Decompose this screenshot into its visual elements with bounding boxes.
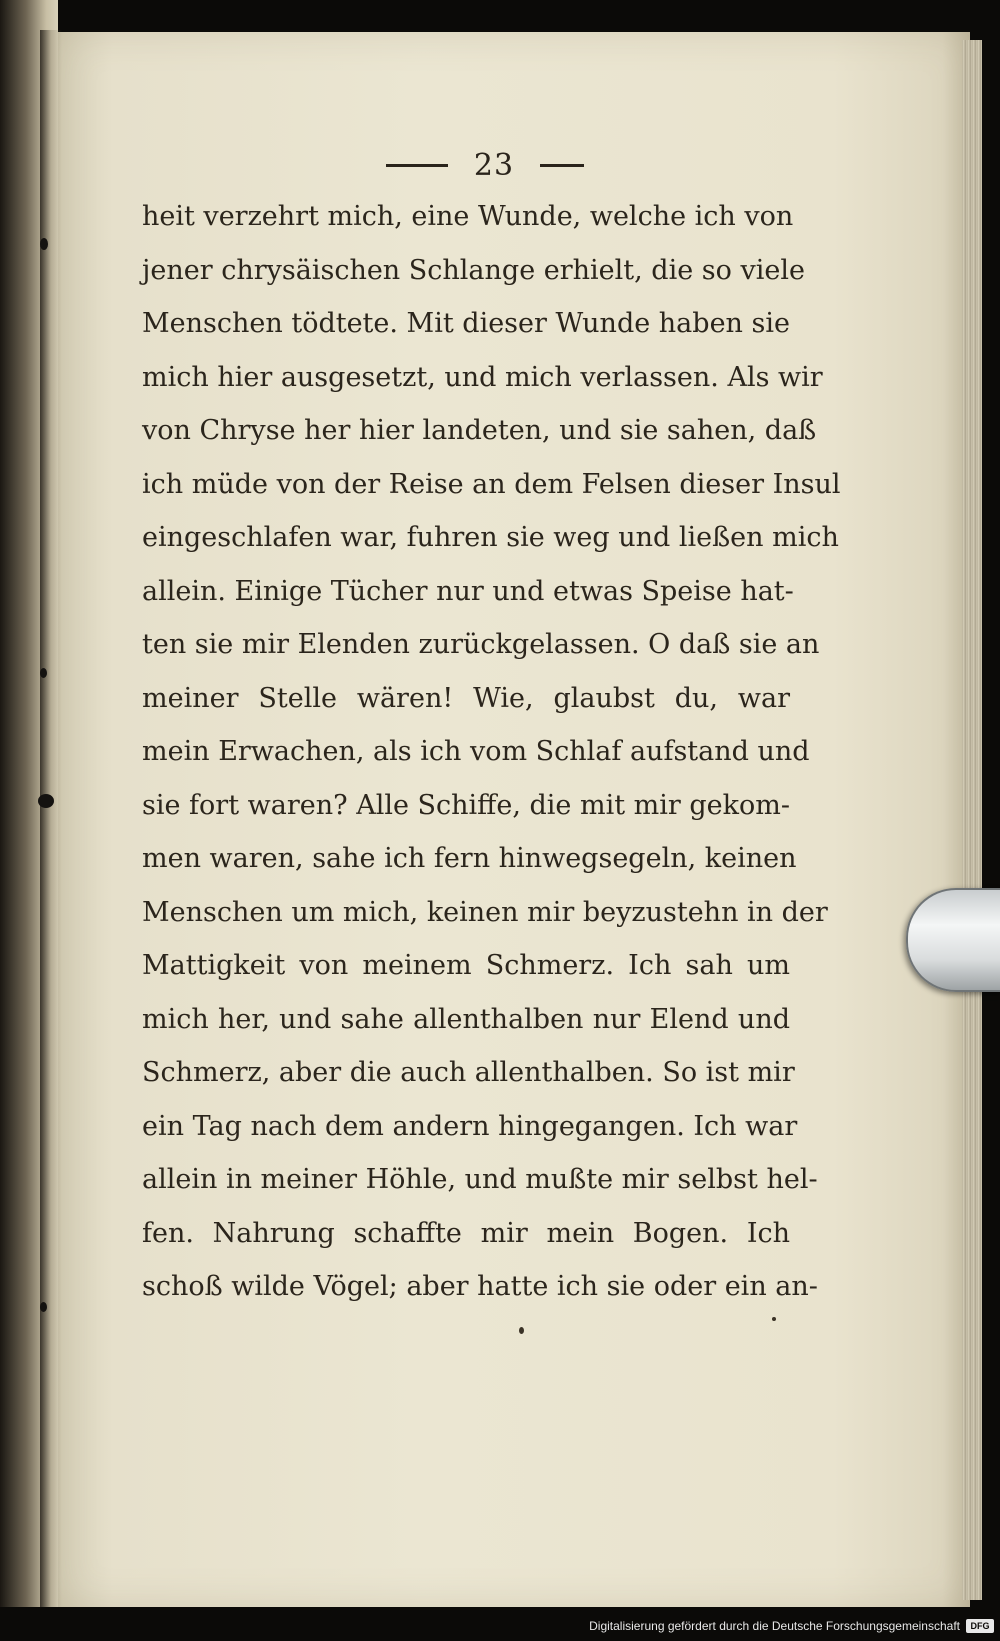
header-rule-right (540, 164, 584, 167)
text-line: heit verzehrt mich, eine Wunde, welche ich von (142, 201, 794, 232)
text-line: men waren, sahe ich fern hinwegsegeln, keinen (142, 843, 797, 874)
text-line: fen. Nahrung schaffte mir mein Bogen. Ich (142, 1217, 790, 1249)
page-clip-tab (906, 888, 1000, 992)
ink-speck (772, 1317, 776, 1321)
text-line: Menschen um mich, keinen mir beyzustehn in der (142, 896, 828, 928)
text-line: mich her, und sahe allenthalben nur Elend und (142, 1003, 790, 1035)
text-line: von Chryse her hier landeten, und sie sahen, daß (142, 415, 817, 446)
digitization-credit: Digitalisierung gefördert durch die Deutsche Forschungsgemeinschaft (589, 1619, 960, 1633)
text-line: mich hier ausgesetzt, und mich verlassen. Als wir (142, 361, 823, 393)
text-line: ich müde von der Reise an dem Felsen dieser Insul (142, 468, 841, 500)
text-line: jener chrysäischen Schlange erhielt, die so viele (142, 254, 805, 286)
text-line: allein in meiner Höhle, und mußte mir selbst hel- (142, 1164, 818, 1195)
text-line: schoß wilde Vögel; aber hatte ich sie oder ein an- (142, 1271, 818, 1302)
binding-mark (40, 1302, 47, 1312)
text-line: Menschen tödtete. Mit dieser Wunde haben sie (142, 308, 790, 339)
binding-mark (40, 668, 47, 678)
text-line: Schmerz, aber die auch allenthalben. So ist mir (142, 1057, 795, 1088)
text-line: sie fort waren? Alle Schiffe, die mit mir gekom- (142, 789, 790, 821)
digitization-footer (0, 1607, 1000, 1641)
page-number: 23 (473, 147, 515, 183)
page-block-edge (962, 40, 982, 1600)
binding-mark (38, 794, 54, 808)
binding-mark (40, 238, 48, 250)
dfg-logo: DFG (966, 1619, 994, 1633)
text-line: ein Tag nach dem andern hingegangen. Ich war (142, 1110, 798, 1142)
text-line: allein. Einige Tücher nur und etwas Speise hat- (142, 575, 794, 607)
ink-speck (519, 1327, 524, 1334)
body-text (142, 190, 841, 1314)
header-rule-left (386, 164, 448, 167)
text-line: ten sie mir Elenden zurückgelassen. O daß sie an (142, 629, 820, 660)
running-header (380, 147, 590, 183)
text-line: Mattigkeit von meinem Schmerz. Ich sah um (142, 950, 790, 981)
page-gutter-shadow (40, 30, 62, 1610)
text-line: meiner Stelle wären! Wie, glaubst du, war (142, 682, 790, 714)
text-line: eingeschlafen war, fuhren sie weg und ließen mich (142, 522, 839, 553)
text-line: mein Erwachen, als ich vom Schlaf aufstand und (142, 736, 810, 767)
